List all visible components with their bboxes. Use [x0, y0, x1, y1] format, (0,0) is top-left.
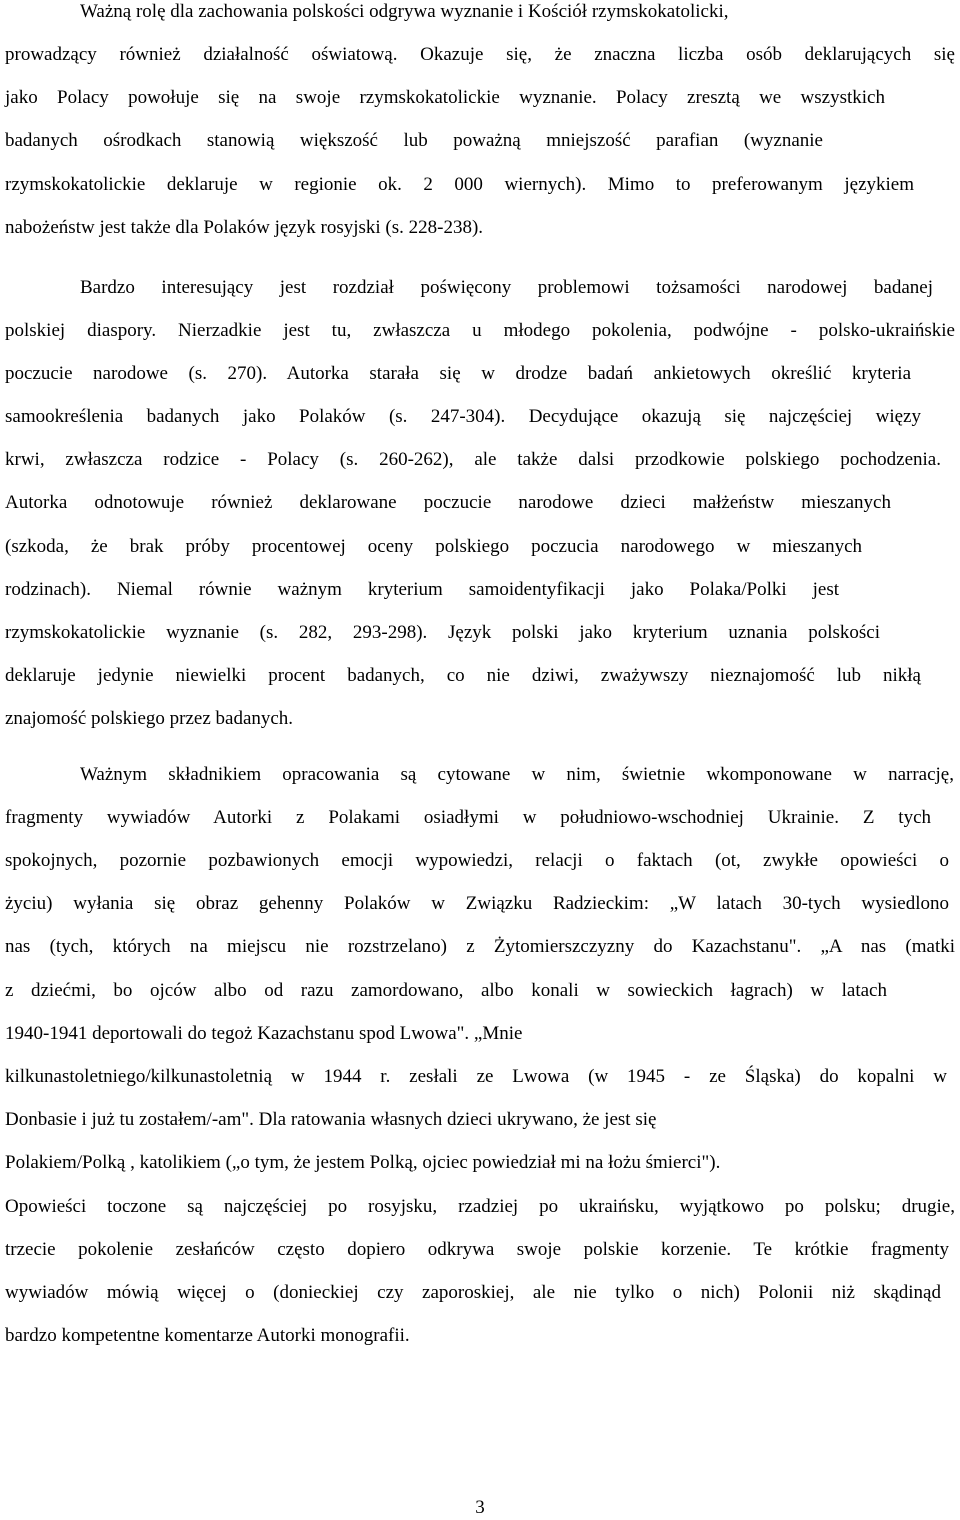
- text-line: bardzo kompetentne komentarze Autorki monografii.: [5, 1325, 410, 1346]
- text-line: Ważną rolę dla zachowania polskości odgrywa wyznanie i Kościół rzymskokatolicki,: [80, 1, 729, 22]
- text-line: z dziećmi, bo ojców albo od razu zamordowano, albo konali w sowieckich łagrach) w latach: [5, 980, 887, 1001]
- text-line: poczucie narodowe (s. 270). Autorka starała się w drodze badań ankietowych określić kryteria: [5, 363, 911, 384]
- text-line: Donbasie i już tu zostałem/-am". Dla ratowania własnych dzieci ukrywano, że jest się: [5, 1109, 657, 1130]
- text-line: wywiadów mówią więcej o (donieckiej czy zaporoskiej, ale nie tylko o nich) Polonii niż skądinąd: [5, 1282, 941, 1303]
- text-line: życiu) wyłania się obraz gehenny Polaków w Związku Radzieckim: „W latach 30-tych wysiedlono: [5, 893, 949, 914]
- text-line: rzymskokatolickie wyznanie (s. 282, 293-298). Język polski jako kryterium uznania polskości: [5, 622, 880, 643]
- text-line: jako Polacy powołuje się na swoje rzymskokatolickie wyznanie. Polacy zresztą we wszystkich: [5, 87, 885, 108]
- text-line: Autorka odnotowuje również deklarowane poczucie narodowe dzieci małżeństw mieszanych: [5, 492, 891, 513]
- text-line: Opowieści toczone są najczęściej po rosyjsku, rzadziej po ukraińsku, wyjątkowo po polsku; drugie,: [5, 1196, 955, 1217]
- text-line: kilkunastoletniego/kilkunastoletnią w 1944 r. zesłali ze Lwowa (w 1945 - ze Śląska) do kopalni w: [5, 1066, 947, 1087]
- text-line: polskiej diaspory. Nierzadkie jest tu, zwłaszcza u młodego pokolenia, podwójne - polsko-ukraińskie: [5, 320, 955, 341]
- text-line: badanych ośrodkach stanowią większość lub poważną mniejszość parafian (wyznanie: [5, 130, 823, 151]
- text-line: trzecie pokolenie zesłańców często dopiero odkrywa swoje polskie korzenie. Te krótkie fragmenty: [5, 1239, 949, 1260]
- text-line: krwi, zwłaszcza rodzice - Polacy (s. 260-262), ale także dalsi przodkowie polskiego pochodzenia.: [5, 449, 941, 470]
- text-line: rzymskokatolickie deklaruje w regionie ok. 2 000 wiernych). Mimo to preferowanym językiem: [5, 174, 914, 195]
- text-line: Bardzo interesujący jest rozdział poświęcony problemowi tożsamości narodowej badanej: [80, 277, 933, 298]
- text-line: rodzinach). Niemal równie ważnym kryterium samoidentyfikacji jako Polaka/Polki jest: [5, 579, 839, 600]
- text-line: Polakiem/Polką , katolikiem („o tym, że jestem Polką, ojciec powiedział mi na łożu śmierci").: [5, 1152, 721, 1173]
- text-line: nabożeństw jest także dla Polaków język rosyjski (s. 228-238).: [5, 217, 484, 238]
- text-line: (szkoda, że brak próby procentowej oceny polskiego poczucia narodowego w mieszanych: [5, 536, 862, 557]
- text-line: spokojnych, pozornie pozbawionych emocji wypowiedzi, relacji o faktach (ot, zwykłe opowieści o: [5, 850, 949, 871]
- text-line: znajomość polskiego przez badanych.: [5, 708, 294, 729]
- text-line: nas (tych, których na miejscu nie rozstrzelano) z Żytomierszczyzny do Kazachstanu". „A nas (matki: [5, 936, 955, 957]
- text-line: fragmenty wywiadów Autorki z Polakami osiadłymi w południowo-wschodniej Ukrainie. Z tych: [5, 807, 931, 828]
- text-line: samookreślenia badanych jako Polaków (s. 247-304). Decydujące okazują się najczęściej więzy: [5, 406, 921, 427]
- text-line: 1940-1941 deportowali do tegoż Kazachstanu spod Lwowa". „Mnie: [5, 1023, 523, 1044]
- text-line: deklaruje jedynie niewielki procent badanych, co nie dziwi, zważywszy nieznajomość lub nikłą: [5, 665, 921, 686]
- text-line: Ważnym składnikiem opracowania są cytowane w nim, świetnie wkomponowane w narrację,: [80, 764, 954, 785]
- text-line: prowadzący również działalność oświatową. Okazuje się, że znaczna liczba osób deklarujących się: [5, 44, 955, 65]
- page-number: 3: [475, 1497, 485, 1518]
